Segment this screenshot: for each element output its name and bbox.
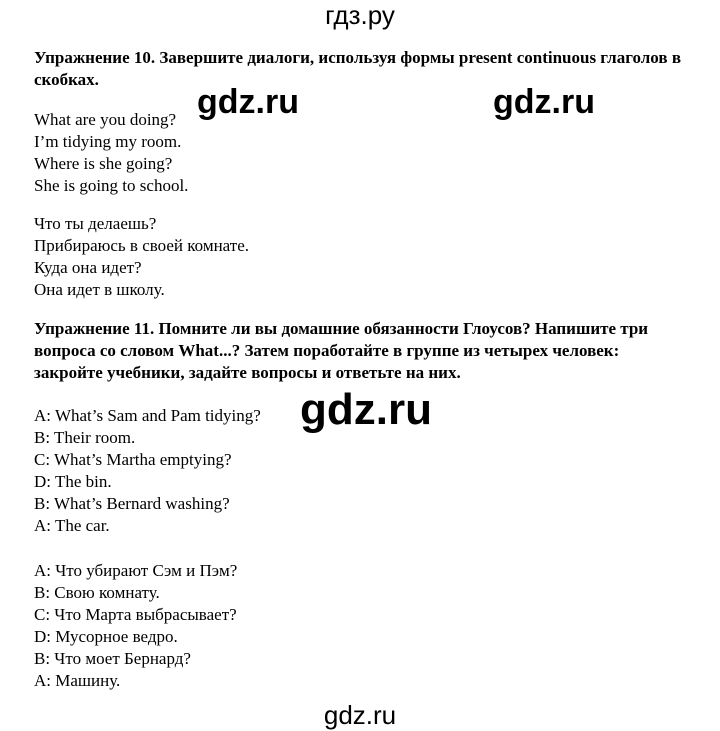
dialogue-line: D: Мусорное ведро. [34,627,178,646]
dialogue-line: A: What’s Sam and Pam tidying? [34,406,261,425]
watermark-center: gdz.ru [300,385,432,434]
dialogue-line: What are you doing? [34,110,177,129]
watermark-bottom: gdz.ru [323,700,397,730]
dialogue-line: Where is she going? [34,154,173,173]
dialogue-line: B: Свою комнату. [34,583,160,602]
exercise-11-english-dialogue [34,405,261,537]
exercise-10-english-dialogue [34,109,188,197]
exercise-10-heading: Упражнение 10. Завершите диалоги, используя формы present continuous глаголов в скобках. [34,48,681,89]
dialogue-line: Куда она идет? [34,258,142,277]
dialogue-line: B: Their room. [34,428,136,447]
exercise-11-heading: Упражнение 11. Помните ли вы домашние обязанности Глоусов? Напишите три вопроса со словом What...? Затем поработайте в группе из четырех человек: закройте учебники, задайте вопросы и ответьте на них. [34,319,649,382]
dialogue-line: A: Машину. [34,671,121,690]
watermark-top: гдз.ру [325,0,395,30]
dialogue-line: B: What’s Bernard washing? [34,494,230,513]
watermark-left: gdz.ru [197,83,299,121]
exercise-10-russian-dialogue [34,213,249,301]
dialogue-line: I’m tidying my room. [34,132,182,151]
dialogue-line: D: The bin. [34,472,112,491]
dialogue-line: A: Что убирают Сэм и Пэм? [34,561,238,580]
dialogue-line: Она идет в школу. [34,280,165,299]
dialogue-line: B: Что моет Бернард? [34,649,191,668]
watermark-right: gdz.ru [493,83,595,121]
dialogue-line: C: Что Марта выбрасывает? [34,605,237,624]
dialogue-line: She is going to school. [34,176,189,195]
dialogue-line: C: What’s Martha emptying? [34,450,232,469]
exercise-11-russian-dialogue [34,560,237,692]
dialogue-line: A: The car. [34,516,110,535]
dialogue-line: Прибираюсь в своей комнате. [34,236,250,255]
dialogue-line: Что ты делаешь? [34,214,157,233]
